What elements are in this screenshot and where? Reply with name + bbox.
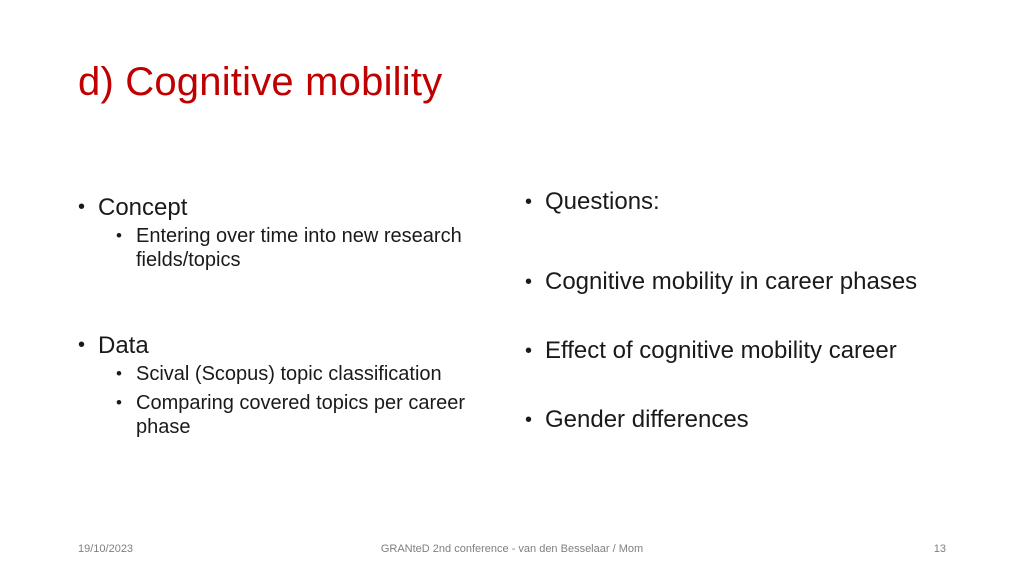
left-column: [78, 193, 498, 439]
footer-page-number: 13: [933, 543, 946, 555]
bullet-questions: • Questions:: [525, 188, 925, 216]
bullet-concept: • Concept: [78, 193, 498, 222]
bullet-question-2: • Effect of cognitive mobility career: [525, 337, 925, 365]
bullet-question-3: • Gender differences: [525, 406, 925, 434]
right-column: [525, 188, 945, 434]
footer-date: 19/10/2023: [78, 543, 134, 555]
bullet-question-1: • Cognitive mobility in career phases: [525, 268, 925, 296]
slide-title: d) Cognitive mobility: [78, 60, 443, 104]
bullet-data: • Data: [78, 331, 498, 360]
footer-center: GRANteD 2nd conference - van den Besselaar / Mom: [380, 543, 644, 555]
sub-bullet-data-2: • Comparing covered topics per career phase: [116, 391, 496, 439]
sub-bullet-concept-1: • Entering over time into new research fields/topics: [116, 224, 496, 272]
sub-bullet-data-1: • Scival (Scopus) topic classification: [116, 362, 496, 386]
